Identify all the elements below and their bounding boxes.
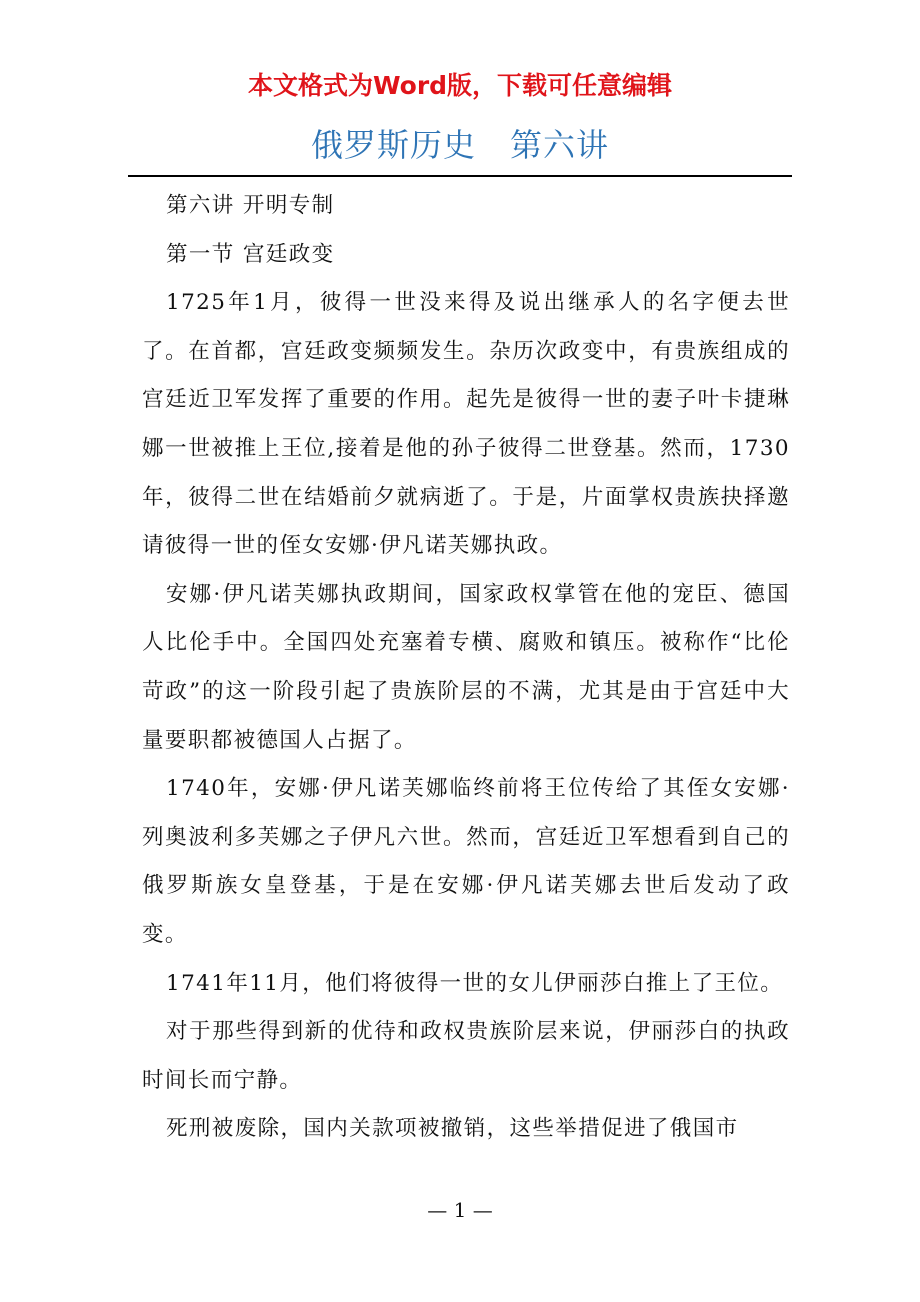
document-body	[142, 182, 790, 1154]
body-paragraph: 安娜·伊凡诺芙娜执政期间，国家政权掌管在他的宠臣、德国人比伦手中。全国四处充塞着专横、腐败和镇压。被称作“比伦苛政”的这一阶段引起了贵族阶层的不满，尤其是由于宫廷中大量要职都被德国人占据了。	[142, 581, 790, 753]
chapter-heading: 第六讲 开明专制	[166, 193, 335, 218]
body-paragraph: 1741年11月，他们将彼得一世的女儿伊丽莎白推上了王位。	[166, 970, 784, 996]
page-number: — 1 —	[427, 1198, 493, 1222]
body-paragraph: 1740年，安娜·伊凡诺芙娜临终前将王位传给了其侄女安娜·列奥波利多芙娜之子伊凡六世。然而，宫廷近卫军想看到自己的俄罗斯族女皇登基，于是在安娜·伊凡诺芙娜去世后发动了政变。	[142, 776, 790, 947]
section-heading: 第一节 宫廷政变	[166, 241, 335, 267]
document-title-lecture: 第六讲	[510, 126, 610, 164]
document-title-main: 俄罗斯历史	[310, 126, 476, 164]
download-banner: 本文格式为Word版，下载可任意编辑	[247, 71, 673, 100]
body-paragraph: 对于那些得到新的优待和政权贵族阶层来说，伊丽莎白的执政时间长而宁静。	[142, 1019, 790, 1093]
body-paragraph: 死刑被废除，国内关款项被撤销，这些举措促进了俄国市	[166, 1116, 739, 1142]
document-title	[0, 121, 920, 169]
body-paragraph: 1725年1月，彼得一世没来得及说出继承人的名字便去世了。在首都，宫廷政变频频发生。杂历次政变中，有贵族组成的宫廷近卫军发挥了重要的作用。起先是彼得一世的妻子叶卡捷琳娜一世被推上王位,接着是他的孙子彼得二世登基。然而，1730年，彼得二世在结婚前夕就病逝了。于是，片面掌权贵族抉择邀请彼得一世的侄女安娜·伊凡诺芙娜执政。	[142, 290, 790, 559]
title-underline-rule	[128, 175, 792, 177]
